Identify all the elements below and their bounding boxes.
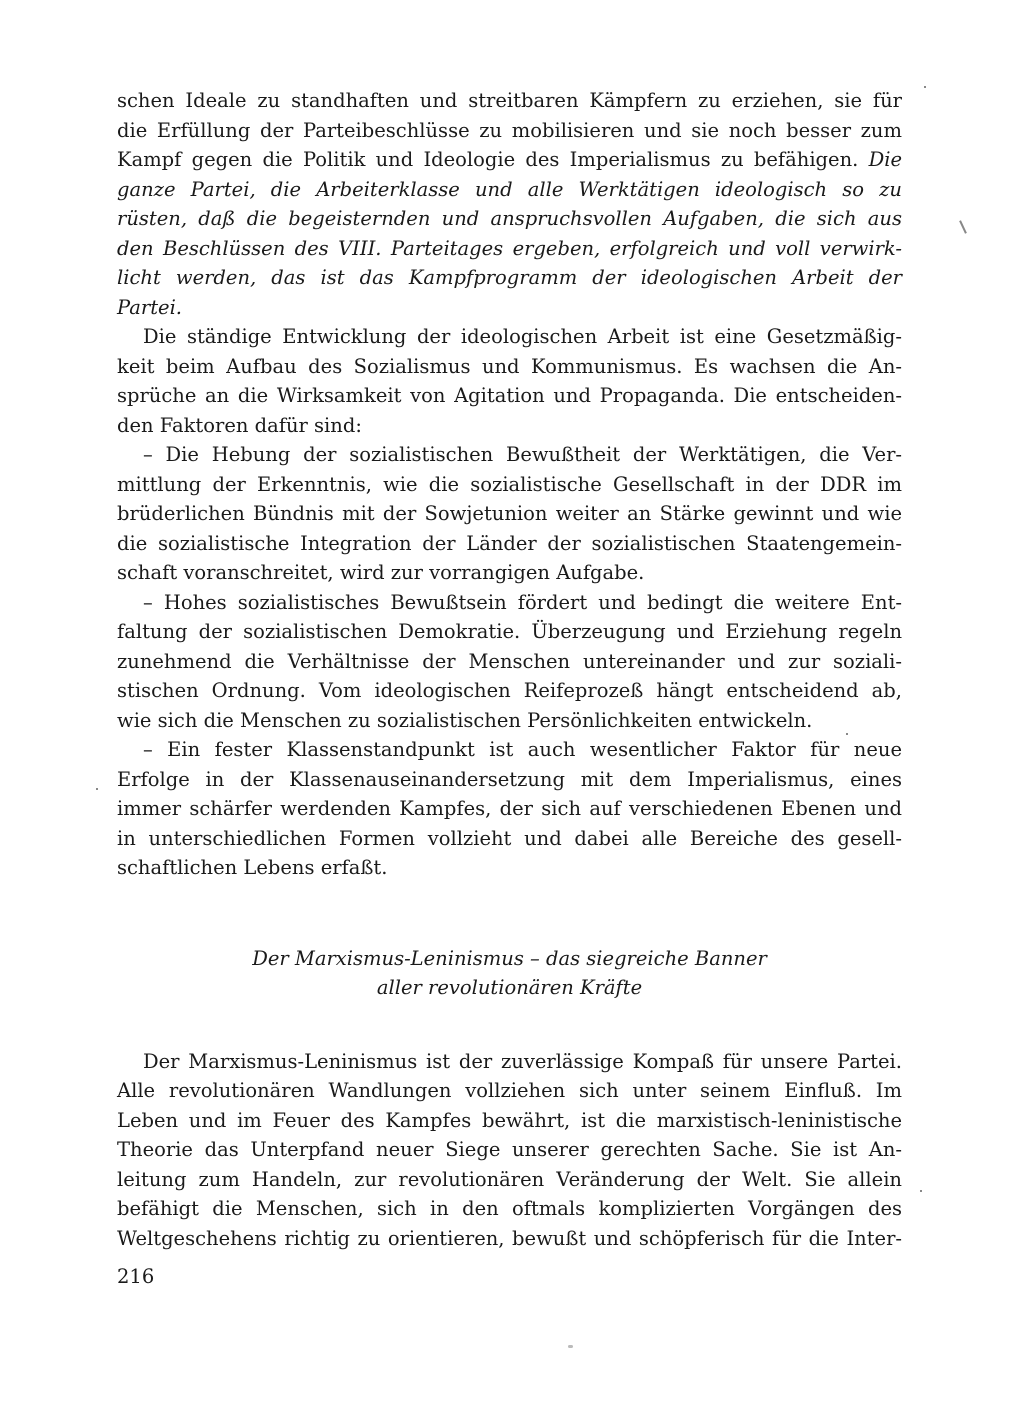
heading-line-1: Der Marxismus-Leninismus – das siegreiche Banner bbox=[252, 946, 767, 970]
text-line: stischen Ordnung. Vom ideologischen Reifeprozeß hängt entscheidend ab, bbox=[117, 679, 902, 702]
italic-line: rüsten, daß die begeisternden und anspruchsvollen Aufgaben, die sich aus bbox=[117, 207, 902, 230]
italic-line: Partei. bbox=[117, 295, 183, 319]
text-line: die Erfüllung der Parteibeschlüsse zu mobilisieren und sie noch besser zum bbox=[117, 118, 902, 142]
text-line: keit beim Aufbau des Sozialismus und Kommunismus. Es wachsen die An- bbox=[117, 354, 902, 378]
text-line: die sozialistische Integration der Länder der sozialistischen Staatengemein- bbox=[117, 531, 902, 555]
paragraph-5 bbox=[117, 735, 902, 883]
italic-segment: Die bbox=[868, 148, 903, 171]
text-line: zunehmend die Verhältnisse der Menschen untereinander und zur soziali- bbox=[117, 649, 902, 673]
text-line: Erfolge in der Klassenauseinandersetzung mit dem Imperialismus, eines bbox=[117, 767, 902, 791]
scan-speck bbox=[924, 86, 926, 88]
paragraph-1 bbox=[117, 86, 902, 322]
text-line: leitung zum Handeln, zur revolutionären Veränderung der Welt. Sie allein bbox=[117, 1167, 902, 1191]
scan-speck bbox=[846, 733, 848, 735]
section-heading bbox=[117, 944, 902, 1003]
text-line: – Die Hebung der sozialistischen Bewußtheit der Werktätigen, die Ver- bbox=[143, 443, 902, 466]
italic-line: den Beschlüssen des VIII. Parteitages ergeben, erfolgreich und voll verwirk- bbox=[117, 236, 902, 260]
scan-speck bbox=[568, 1345, 573, 1348]
paragraph-2 bbox=[117, 322, 902, 440]
text-line: Alle revolutionären Wandlungen vollziehen sich unter seinem Einfluß. Im bbox=[117, 1079, 902, 1102]
text-line: den Faktoren dafür sind: bbox=[117, 413, 362, 437]
text-line-mixed bbox=[117, 145, 902, 175]
page-number: 216 bbox=[117, 1265, 155, 1288]
text-line: Weltgeschehens richtig zu orientieren, bewußt und schöpferisch für die Inter- bbox=[117, 1226, 902, 1250]
paragraph-4 bbox=[117, 588, 902, 736]
paragraph-3 bbox=[117, 440, 902, 588]
text-line: Die ständige Entwicklung der ideologischen Arbeit ist eine Gesetzmäßig- bbox=[143, 325, 902, 348]
paragraph-6 bbox=[117, 1047, 902, 1254]
heading-line-2: aller revolutionären Kräfte bbox=[376, 976, 643, 999]
text-line: sprüche an die Wirksamkeit von Agitation und Propaganda. Die entscheiden- bbox=[117, 384, 902, 407]
text-line: – Ein fester Klassenstandpunkt ist auch wesentlicher Faktor für neue bbox=[143, 738, 902, 761]
text-line: befähigt die Menschen, sich in den oftmals komplizierten Vorgängen des bbox=[117, 1197, 902, 1220]
text-line: Theorie das Unterpfand neuer Siege unserer gerechten Sache. Sie ist An- bbox=[117, 1138, 902, 1161]
text-line: wie sich die Menschen zu sozialistischen Persönlichkeiten entwickeln. bbox=[117, 708, 813, 732]
text-line: brüderlichen Bündnis mit der Sowjetunion weiter an Stärke gewinnt und wie bbox=[117, 502, 902, 525]
text-line: schaft voranschreitet, wird zur vorrangigen Aufgabe. bbox=[117, 561, 645, 584]
text-line: mittlung der Erkenntnis, wie die sozialistische Gesellschaft in der DDR im bbox=[117, 472, 902, 496]
page-body bbox=[117, 86, 902, 1253]
text-line: Der Marxismus-Leninismus ist der zuverlässige Kompaß für unsere Partei. bbox=[143, 1049, 902, 1073]
text-line: faltung der sozialistischen Demokratie. Überzeugung und Erziehung regeln bbox=[117, 620, 902, 643]
scan-speck bbox=[96, 788, 98, 790]
text-line: – Hohes sozialistisches Bewußtsein fördert und bedingt die weitere Ent- bbox=[143, 590, 902, 614]
text-line: Leben und im Feuer des Kampfes bewährt, ist die marxistisch-leninistische bbox=[117, 1108, 902, 1132]
text-segment: Kampf gegen die Politik und Ideologie des Imperialismus zu befähigen. bbox=[117, 148, 859, 171]
scan-speck bbox=[920, 1190, 922, 1192]
text-line: schen Ideale zu standhaften und streitbaren Kämpfern zu erziehen, sie für bbox=[117, 89, 902, 112]
italic-line: licht werden, das ist das Kampfprogramm der ideologischen Arbeit der bbox=[117, 266, 902, 289]
text-line: schaftlichen Lebens erfaßt. bbox=[117, 856, 388, 879]
italic-line: ganze Partei, die Arbeiterklasse und alle Werktätigen ideologisch so zu bbox=[117, 177, 902, 201]
scan-speck bbox=[959, 220, 967, 234]
text-line: in unterschiedlichen Formen vollzieht und dabei alle Bereiche des gesell- bbox=[117, 826, 902, 850]
text-line: immer schärfer werdenden Kampfes, der sich auf verschiedenen Ebenen und bbox=[117, 797, 902, 820]
